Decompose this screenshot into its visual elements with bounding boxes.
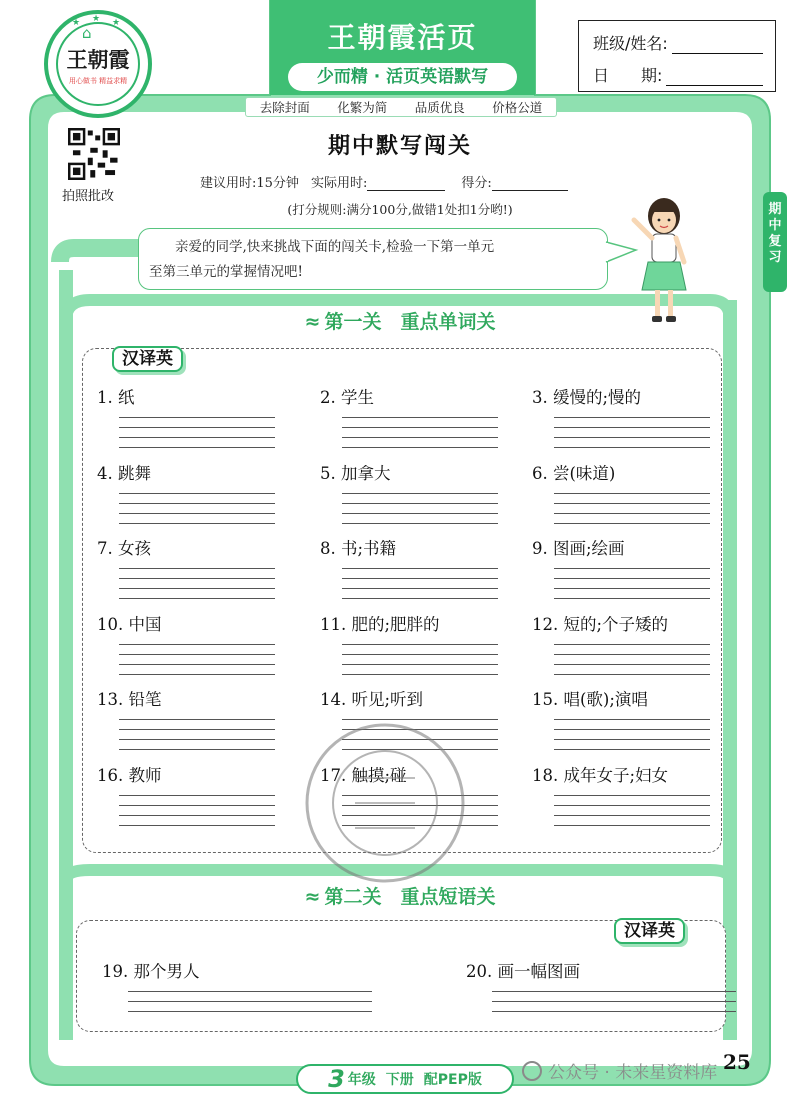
class-name-field[interactable] — [672, 35, 763, 54]
level2-title — [0, 882, 800, 909]
class-name-row — [593, 31, 763, 54]
word-prompt: 6. 尝(味道) — [532, 463, 616, 483]
answer-line[interactable] — [342, 635, 498, 645]
answer-line[interactable] — [119, 579, 275, 589]
word-prompt: 8. 书;书籍 — [320, 539, 397, 558]
score-field[interactable] — [492, 176, 568, 191]
series-title: 王朝霞活页 — [327, 21, 478, 54]
answer-line[interactable] — [342, 418, 498, 428]
actual-time-label: 实际用时: — [310, 176, 368, 191]
answer-line[interactable] — [342, 645, 498, 655]
word-prompt: 7. 女孩 — [97, 539, 151, 558]
answer-line[interactable] — [554, 816, 710, 826]
star-icon: ★ — [92, 14, 101, 24]
answer-line[interactable] — [554, 438, 710, 448]
answer-line[interactable] — [119, 730, 275, 740]
scoring-rule: (打分规则:满分100分,做错1处扣1分哟!) — [287, 202, 513, 217]
section-tag: 汉译英 — [112, 346, 183, 372]
slogan: 价格公道 — [492, 100, 543, 115]
word-prompt: 16. 教师 — [97, 765, 162, 785]
intro-line: 至第三单元的掌握情况吧! — [149, 264, 303, 280]
answer-line[interactable] — [128, 982, 372, 992]
logo-tagline: 用心做书 精益求精 — [68, 77, 128, 85]
page-number: 25 — [723, 1050, 751, 1074]
answer-line[interactable] — [119, 418, 275, 428]
answer-line[interactable] — [554, 786, 710, 796]
phrase-prompt: 20. 画一幅图画 — [466, 962, 580, 981]
answer-line[interactable] — [342, 438, 498, 448]
word-item — [97, 762, 275, 826]
star-icon: ★ — [72, 18, 81, 28]
answer-line[interactable] — [554, 408, 710, 418]
series-banner — [270, 8, 535, 93]
answer-line[interactable] — [342, 559, 498, 569]
answer-line[interactable] — [128, 992, 372, 1002]
word-item — [532, 686, 710, 750]
word-item — [320, 611, 498, 675]
answer-line[interactable] — [119, 740, 275, 750]
word-prompt: 2. 学生 — [320, 388, 374, 407]
answer-line[interactable] — [119, 816, 275, 826]
slogan: 化繁为简 — [337, 100, 388, 115]
word-prompt: 3. 缓慢的;慢的 — [532, 388, 642, 407]
word-item — [320, 535, 498, 599]
answer-line[interactable] — [342, 579, 498, 589]
actual-time-field[interactable] — [367, 176, 445, 191]
answer-line[interactable] — [554, 494, 710, 504]
word-item — [320, 460, 498, 524]
building-icon: ⌂ — [82, 24, 92, 42]
answer-line[interactable] — [119, 569, 275, 579]
answer-line[interactable] — [342, 428, 498, 438]
answer-line[interactable] — [554, 569, 710, 579]
answer-line[interactable] — [342, 408, 498, 418]
answer-line[interactable] — [119, 720, 275, 730]
word-prompt: 10. 中国 — [97, 614, 162, 634]
star-icon: ★ — [112, 18, 121, 28]
volume-label: 下册 — [385, 1072, 414, 1088]
word-item — [97, 535, 275, 599]
answer-line[interactable] — [554, 665, 710, 675]
side-tab: 期中复习 — [763, 192, 787, 292]
wave-icon: ≈ — [304, 311, 321, 333]
level1-title — [0, 307, 800, 334]
wave-icon: ≈ — [304, 886, 321, 908]
answer-line[interactable] — [342, 589, 498, 599]
answer-line[interactable] — [128, 1002, 372, 1012]
answer-line[interactable] — [342, 655, 498, 665]
word-item — [532, 384, 710, 448]
watermark — [522, 1058, 717, 1083]
answer-line[interactable] — [119, 514, 275, 524]
answer-line[interactable] — [119, 635, 275, 645]
wechat-icon — [522, 1061, 542, 1081]
answer-line[interactable] — [119, 806, 275, 816]
word-prompt: 9. 图画;绘画 — [532, 539, 625, 558]
word-item — [532, 611, 710, 675]
answer-line[interactable] — [119, 559, 275, 569]
answer-line[interactable] — [342, 484, 498, 494]
answer-line[interactable] — [492, 992, 736, 1002]
grade-number: 3 — [328, 1065, 345, 1093]
brand-logo — [44, 10, 152, 118]
answer-line[interactable] — [119, 710, 275, 720]
answer-line[interactable] — [554, 484, 710, 494]
date-field[interactable] — [666, 67, 763, 86]
word-prompt: 15. 唱(歌);演唱 — [532, 690, 648, 709]
answer-line[interactable] — [119, 438, 275, 448]
page-title: 期中默写闯关 — [327, 134, 472, 159]
student-info-box — [578, 20, 776, 92]
answer-line[interactable] — [554, 418, 710, 428]
slogan-bar — [245, 97, 557, 117]
time-score-row — [200, 172, 568, 191]
suggested-time: 建议用时:15分钟 — [200, 176, 299, 191]
word-item — [97, 460, 275, 524]
answer-line[interactable] — [554, 806, 710, 816]
answer-line[interactable] — [342, 665, 498, 675]
edition-label: 配PEP版 — [423, 1072, 482, 1088]
answer-line[interactable] — [554, 710, 710, 720]
phrase-item — [102, 958, 372, 1012]
word-prompt: 13. 铅笔 — [97, 690, 162, 709]
answer-line[interactable] — [554, 559, 710, 569]
word-item — [97, 686, 275, 750]
word-prompt: 18. 成年女子;妇女 — [532, 765, 669, 785]
watermark-text: 公众号 · 未来星资料库 — [548, 1063, 718, 1083]
series-subtitle: 少而精 · 活页英语默写 — [288, 63, 517, 91]
word-item — [97, 384, 275, 448]
word-prompt: 4. 跳舞 — [97, 463, 151, 483]
word-item — [532, 535, 710, 599]
logo-text: 王朝霞 — [66, 47, 130, 72]
answer-line[interactable] — [554, 589, 710, 599]
level2-title-text: 第二关 重点短语关 — [324, 886, 496, 908]
word-item — [320, 384, 498, 448]
answer-line[interactable] — [554, 796, 710, 806]
grade-label: 年级 — [347, 1072, 376, 1088]
answer-line[interactable] — [119, 645, 275, 655]
answer-line[interactable] — [554, 428, 710, 438]
grade-footer — [296, 1064, 514, 1094]
answer-line[interactable] — [342, 569, 498, 579]
word-item — [532, 460, 710, 524]
answer-line[interactable] — [554, 504, 710, 514]
qr-label: 拍照批改 — [62, 189, 115, 204]
stamp-mark — [300, 718, 470, 888]
answer-line[interactable] — [119, 589, 275, 599]
word-prompt: 12. 短的;个子矮的 — [532, 614, 669, 634]
level1-title-text: 第一关 重点单词关 — [324, 311, 496, 333]
answer-line[interactable] — [554, 579, 710, 589]
answer-line[interactable] — [554, 740, 710, 750]
slogan: 去除封面 — [259, 100, 310, 115]
answer-line[interactable] — [492, 1002, 736, 1012]
answer-line[interactable] — [119, 655, 275, 665]
answer-line[interactable] — [119, 665, 275, 675]
phrase-prompt: 19. 那个男人 — [102, 962, 200, 981]
intro-speech-bubble — [138, 228, 608, 290]
answer-line[interactable] — [554, 635, 710, 645]
answer-line[interactable] — [119, 408, 275, 418]
answer-line[interactable] — [554, 730, 710, 740]
word-item — [97, 611, 275, 675]
phrase-item — [466, 958, 736, 1012]
date-label: 日 期: — [593, 66, 663, 85]
answer-line[interactable] — [342, 504, 498, 514]
score-label: 得分: — [461, 176, 492, 191]
date-row — [593, 63, 763, 86]
word-prompt: 1. 纸 — [97, 388, 135, 407]
class-name-label: 班级/姓名: — [593, 34, 668, 53]
answer-line[interactable] — [342, 514, 498, 524]
answer-line[interactable] — [342, 494, 498, 504]
answer-line[interactable] — [119, 796, 275, 806]
answer-line[interactable] — [119, 504, 275, 514]
intro-line: 亲爱的同学,快来挑战下面的闯关卡,检验一下第一单元 — [175, 239, 495, 255]
word-prompt: 11. 肥的;肥胖的 — [320, 614, 440, 634]
word-prompt: 17. 触摸;碰 — [320, 765, 407, 785]
word-item — [532, 762, 710, 826]
answer-line[interactable] — [119, 484, 275, 494]
slogan: 品质优良 — [414, 100, 465, 115]
answer-line[interactable] — [492, 982, 736, 992]
answer-line[interactable] — [119, 786, 275, 796]
answer-line[interactable] — [119, 494, 275, 504]
answer-line[interactable] — [554, 514, 710, 524]
word-prompt: 5. 加拿大 — [320, 463, 391, 483]
answer-line[interactable] — [554, 720, 710, 730]
word-prompt: 14. 听见;听到 — [320, 690, 424, 709]
section-tag: 汉译英 — [614, 918, 685, 944]
answer-line[interactable] — [554, 655, 710, 665]
answer-line[interactable] — [554, 645, 710, 655]
answer-line[interactable] — [119, 428, 275, 438]
